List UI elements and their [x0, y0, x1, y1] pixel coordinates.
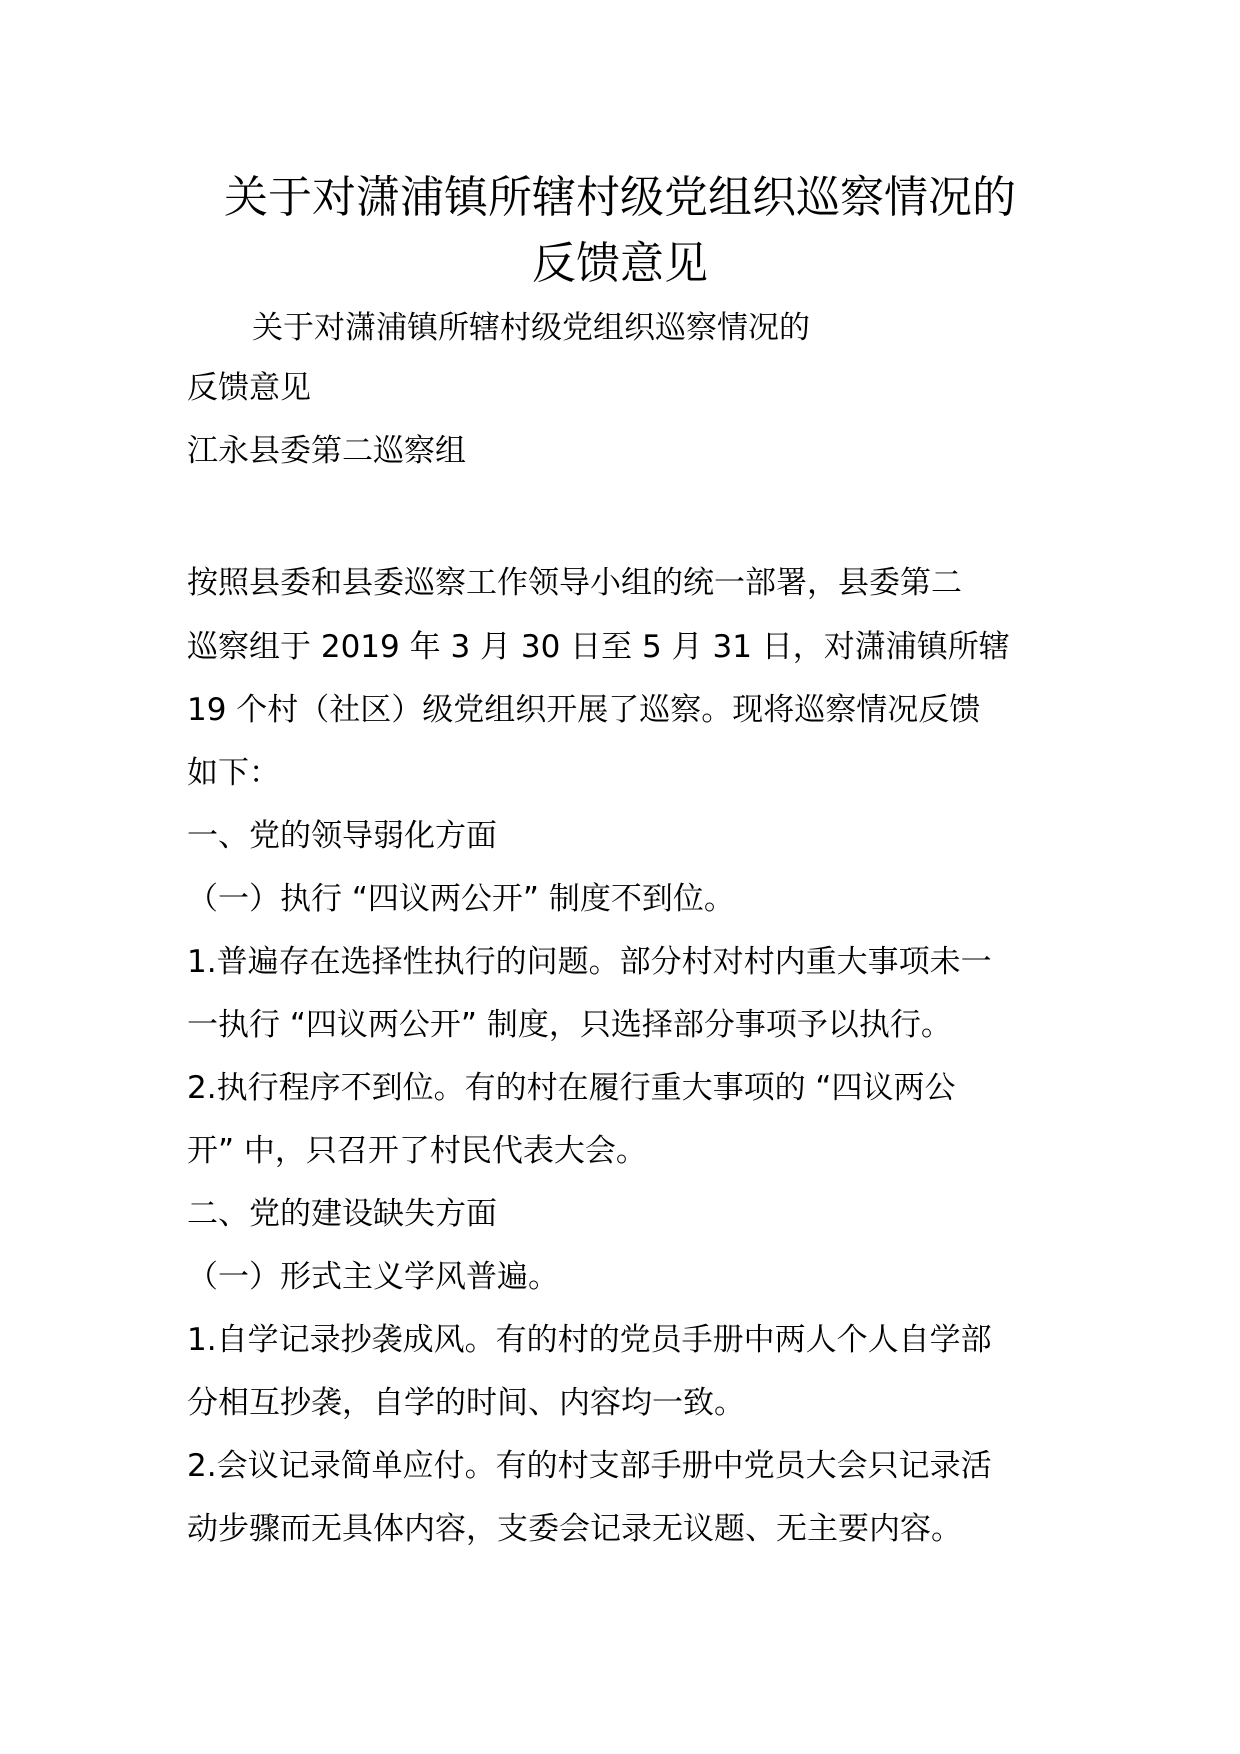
subsection-heading: （一）形式主义学风普遍。: [187, 1259, 559, 1295]
body-line: 按照县委和县委巡察工作领导小组的统一部署，县委第二: [187, 565, 962, 601]
body-line: 巡察组于 2019 年 3 月 30 日至 5 月 31 日，对潇浦镇所辖: [187, 629, 1010, 665]
section-heading: 一、党的领导弱化方面: [187, 818, 497, 854]
body-line: 动步骤而无具体内容，支委会记录无议题、无主要内容。: [187, 1511, 962, 1547]
body-line: 2.执行程序不到位。有的村在履行重大事项的 “四议两公: [187, 1070, 956, 1106]
body-line: 1.自学记录抄袭成风。有的村的党员手册中两人个人自学部: [187, 1322, 992, 1358]
body-line: 如下：: [187, 755, 280, 791]
section-heading: 二、党的建设缺失方面: [187, 1196, 497, 1232]
body-line: 开” 中，只召开了村民代表大会。: [187, 1133, 647, 1169]
body-line: 19 个村（社区）级党组织开展了巡察。现将巡察情况反馈: [187, 692, 981, 728]
document-title-line-2: 反馈意见: [532, 238, 708, 289]
subtitle-line-2: 反馈意见: [187, 370, 311, 406]
subtitle-line-1: 关于对潇浦镇所辖村级党组织巡察情况的: [252, 310, 810, 346]
document-title-line-1: 关于对潇浦镇所辖村级党组织巡察情况的: [224, 172, 1016, 223]
body-line: 2.会议记录简单应付。有的村支部手册中党员大会只记录活: [187, 1448, 992, 1484]
issuer: 江永县委第二巡察组: [187, 433, 466, 469]
body-line: 一执行 “四议两公开” 制度，只选择部分事项予以执行。: [187, 1007, 952, 1043]
subsection-heading: （一）执行 “四议两公开” 制度不到位。: [187, 881, 735, 917]
body-line: 1.普遍存在选择性执行的问题。部分村对村内重大事项未一: [187, 944, 992, 980]
body-line: 分相互抄袭，自学的时间、内容均一致。: [187, 1385, 745, 1421]
